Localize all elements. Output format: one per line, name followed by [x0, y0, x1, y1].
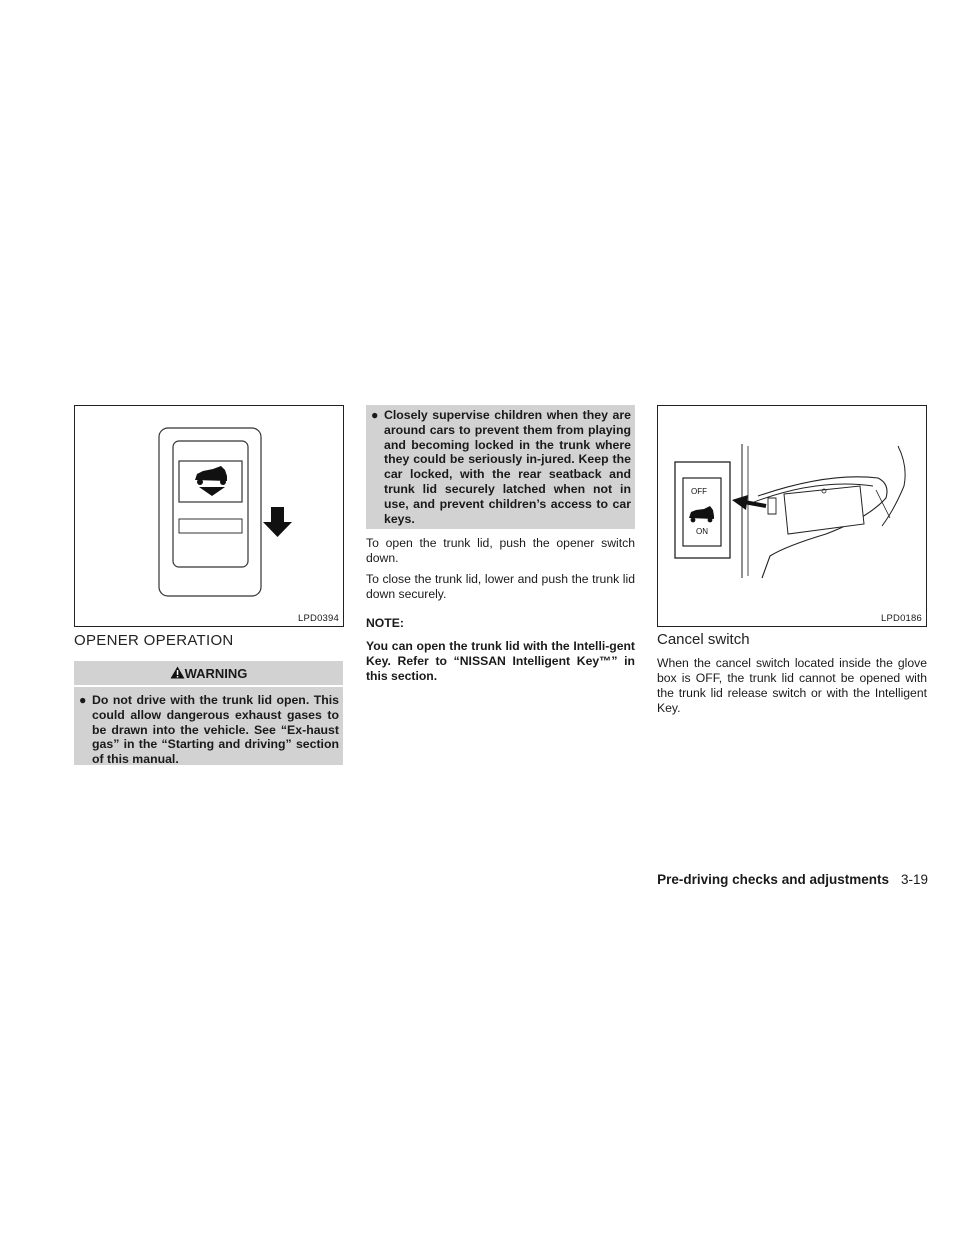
- warning-bullet-text: Do not drive with the trunk lid open. This could allow dangerous exhaust gases to be drawn into the vehicle. See “Ex-haust gas” in the “Starting and driving” section of this manual.: [92, 693, 339, 767]
- figure-code: LPD0186: [880, 613, 922, 624]
- warning-box: [74, 661, 343, 765]
- svg-text:ON: ON: [696, 527, 708, 536]
- footer-section-title: Pre-driving checks and adjustments: [657, 872, 889, 887]
- warning-bullet-text: Closely supervise children when they are around cars to prevent them from playing and becoming locked in the trunk where they could be seriously in-jured. Keep the car locked, with the rear seatback and trunk lid securely latched when not in use, and prevent children’s access to car keys.: [384, 408, 631, 526]
- section-heading: Cancel switch: [657, 631, 750, 648]
- note-label: NOTE:: [366, 616, 404, 630]
- warning-bullet: ● Closely supervise children when they are around cars to prevent them from playing and becoming locked in the trunk where they could be seriously in-jured. Keep the car locked, with the rear seatback and trunk lid securely latched when not in use, and prevent children’s access to car keys.: [371, 408, 631, 526]
- glove-box-illustration: [658, 406, 926, 626]
- figure-code: LPD0394: [297, 613, 339, 624]
- body-paragraph: When the cancel switch located inside the glove box is OFF, the trunk lid cannot be opened with the trunk lid release switch or with the Intelligent Key.: [657, 656, 927, 715]
- opener-switch-illustration: [75, 406, 343, 626]
- pointer-arrow-icon: [732, 495, 766, 510]
- body-paragraph: To close the trunk lid, lower and push the trunk lid down securely.: [366, 572, 635, 601]
- cancel-switch-figure: [657, 405, 927, 627]
- section-heading: OPENER OPERATION: [74, 632, 234, 649]
- warning-triangle-icon: [170, 666, 185, 679]
- opener-switch-figure: [74, 405, 344, 627]
- down-arrow-icon: [263, 507, 292, 537]
- svg-text:OFF: OFF: [691, 487, 707, 496]
- warning-title-row: [74, 661, 343, 687]
- note-text: You can open the trunk lid with the Intelli-gent Key. Refer to “NISSAN Intelligent Key™” in this section.: [366, 639, 635, 683]
- body-paragraph: To open the trunk lid, push the opener switch down.: [366, 536, 635, 565]
- page-footer: [657, 872, 928, 887]
- children-warning-box: [366, 405, 635, 529]
- page-number: 3-19: [900, 872, 928, 887]
- warning-bullet: ● Do not drive with the trunk lid open. This could allow dangerous exhaust gases to be drawn into the vehicle. See “Ex-haust gas” in the “Starting and driving” section of this manual.: [79, 693, 339, 767]
- warning-title: WARNING: [184, 666, 248, 681]
